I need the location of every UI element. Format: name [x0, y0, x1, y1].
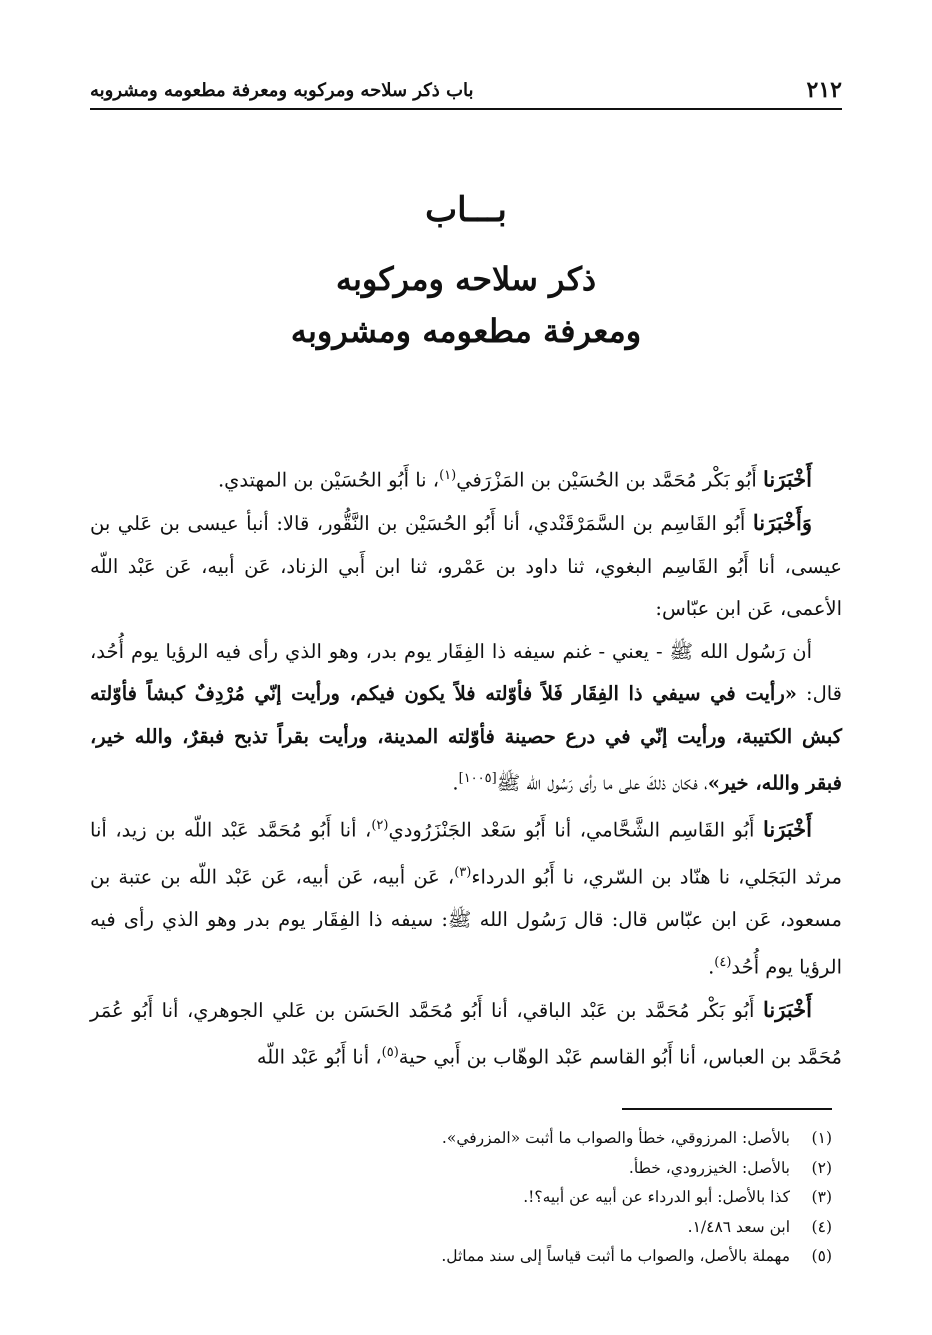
footnote-marker: (١)	[439, 468, 457, 483]
chapter-title-line-2: ومعرفة مطعومه ومشروبه	[290, 312, 642, 350]
footnote-number: (٢)	[811, 1158, 832, 1177]
paragraph-end: .	[452, 771, 459, 795]
paragraph-text: ، أنا أَبُو عَبْد اللّه	[256, 1045, 382, 1069]
footnote-text: كذا بالأصل: أبو الدرداء عن أبيه عن أبيه؟!.	[523, 1188, 790, 1206]
paragraph-text: أن رَسُول الله ﷺ - يعني - غنم سيفه ذا الفِقَار يوم بدر، وهو الذي رأى فيه الرؤيا يوم أُحُد، قال:	[90, 639, 843, 705]
footnote-divider	[622, 1108, 832, 1110]
paragraph-2	[90, 502, 842, 631]
footnote-marker: (٤)	[714, 954, 732, 970]
isnad-lead-word: وَأَخْبَرَنا	[752, 510, 812, 535]
footnote	[90, 1242, 832, 1272]
paragraph-3	[90, 631, 842, 806]
footnote-number: (٥)	[811, 1247, 832, 1265]
isnad-lead-word: أَخْبَرَنا	[763, 996, 812, 1022]
chapter-label: بـــاب	[425, 190, 507, 230]
paragraph-5	[90, 989, 842, 1080]
chapter-title-line-1: ذكر سلاحه ومركوبه	[335, 260, 597, 298]
footnote-marker: (٥)	[381, 1045, 399, 1060]
main-text	[90, 455, 842, 1079]
isnad-lead-word: أَخْبَرَنا	[763, 466, 812, 492]
paragraph-4	[90, 805, 842, 989]
paragraph-text: ، نا أَبُو الحُسَيْن بن المهتدي.	[217, 468, 440, 492]
paragraph-text: ، عَن أبيه، عَن أبيه، عَن عَبْد اللّه بن عتبة بن مسعود، عَن ابن عبّاس قال: قال رَسُول الله ﷺ: سيفه ذا الفِقَار يوم بدر وهو الذي رأى فيه الرؤيا يوم أُحُد	[90, 865, 842, 978]
footnotes	[90, 1124, 832, 1272]
paragraph-text: أَبُو بَكْر مُحَمَّد بن عَبْد الباقي، أنا أَبُو مُحَمَّد الحَسَن بن عَلي الجوهري، أنا أَبُو عُمَر مُحَمَّد بن العباس، أنا أَبُو القاسم عَبْد الوهّاب بن أَبي حية	[90, 998, 842, 1069]
paragraph-text: أَبُو القَاسِم بن السَّمَرْقَنْدي، أنا أَبُو الحُسَيْن بن النَّقُّور، قالا: أنبأ عيسى بن عَلي بن عيسى، أنا أَبُو القَاسِم البغوي، ثنا داود بن عَمْرو، ثنا ابن أَبي الزناد، عَن أبيه، عَن عَبْد اللّه الأعمى، عَن ابن عبّاس:	[90, 512, 842, 620]
running-title: باب ذكر سلاحه ومركوبه ومعرفة مطعومه ومشروبه	[90, 79, 474, 101]
hadith-reference-number: [١٠٠٥]	[458, 771, 497, 786]
running-header	[90, 72, 842, 110]
footnote-text: مهملة بالأصل، والصواب ما أثبت قياساً إلى سند مماثل.	[441, 1247, 790, 1265]
chapter-heading	[90, 190, 842, 350]
footnote-number: (٣)	[811, 1188, 832, 1206]
footnote-marker: (٣)	[454, 865, 472, 880]
footnote	[90, 1124, 832, 1154]
footnote-number: (١)	[811, 1129, 832, 1147]
footnote-text: بالأصل: المرزوقي، خطأ والصواب ما أثبت «المزرفي».	[441, 1129, 790, 1147]
footnote-marker: (٢)	[371, 818, 389, 833]
paragraph-text: أَبُو بَكْر مُحَمَّد بن الحُسَيْن بن المَزْرَفي	[456, 468, 764, 492]
footnote	[90, 1213, 832, 1243]
paragraph-1	[90, 455, 842, 502]
paragraph-end: .	[708, 955, 715, 978]
footnote-text: بالأصل: الخيزرودي، خطأ.	[628, 1158, 790, 1177]
isnad-lead-word: أَخْبَرَنا	[763, 816, 812, 842]
footnote-text: ابن سعد ١/٤٨٦.	[687, 1217, 790, 1236]
paragraph-text: أَبُو القَاسِم الشَّحَّامي، أنا أَبُو سَعْد الجَنْزَرُودي	[388, 818, 764, 842]
page-number: ٢١٢	[806, 77, 842, 103]
paragraph-text: ، فكان ذلكَ على ما رأى رَسُول الله ﷺ	[496, 771, 708, 795]
paragraph-text: ، أنا أَبُو مُحَمَّد عَبْد اللّه بن زيد، أنا مرثد البَجَلي، نا هنّاد بن السّري، نا أَبُو الدرداء	[90, 818, 842, 889]
footnote-number: (٤)	[811, 1217, 832, 1236]
footnote	[90, 1154, 832, 1184]
footnote	[90, 1183, 832, 1213]
hadith-text: «رأيت في سيفي ذا الفِقَار فَلاً فأوّلته فلاً يكون فيكم، ورأيت إنّي مُرْدِفٌ كبشاً فأوّلته كبش الكتيبة، ورأيت إنّي في درع حصينة فأوّلته المدينة، ورأيت بقراً تذبح فبقرٌ، والله خير، فبقر والله، خير»	[90, 682, 842, 795]
